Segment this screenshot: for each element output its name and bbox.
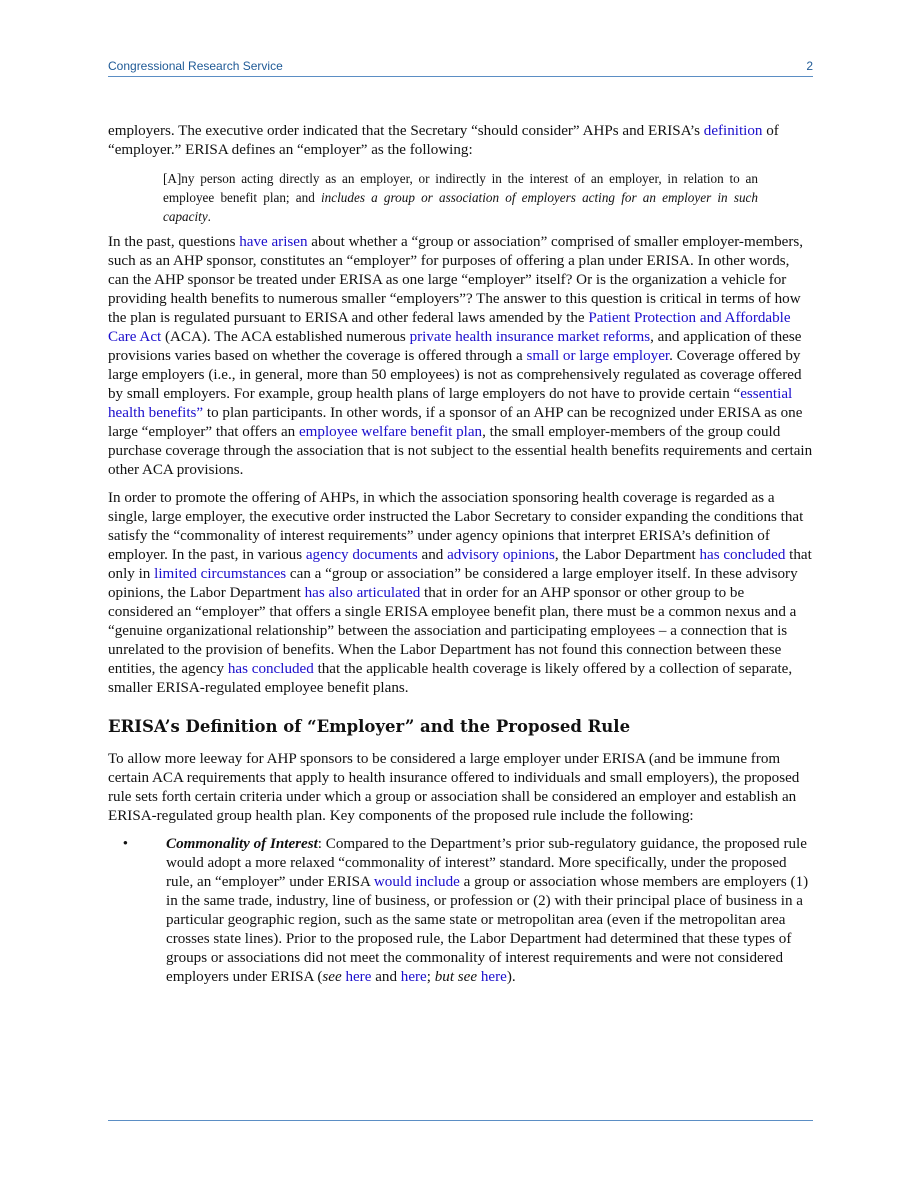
quote-emphasis: includes a group or association of employers acting for an employer in such capacity xyxy=(163,190,758,224)
link-market-reforms[interactable]: private health insurance market reforms xyxy=(409,329,651,345)
but-see-italic: but see xyxy=(434,969,478,985)
link-has-concluded-2[interactable]: has concluded xyxy=(227,661,314,677)
bullet-marker: • xyxy=(122,836,128,852)
link-here-1[interactable]: here xyxy=(345,969,372,985)
running-header xyxy=(108,58,813,76)
link-advisory-opinions[interactable]: advisory opinions xyxy=(447,547,555,563)
footer-rule xyxy=(108,1120,813,1121)
link-has-concluded[interactable]: has concluded xyxy=(699,547,786,563)
link-here-3[interactable]: here xyxy=(480,969,507,985)
section-heading: ERISA’s Definition of “Employer” and the Proposed Rule xyxy=(108,717,631,736)
paragraph-3: In order to promote the offering of AHPs, in which the association sponsoring health coverage is regarded as a single, large employer, the executive order instructed the Labor Secretary to consider expanding the conditions that satisfy the “commonality of interest requirements” under agency opinions that interpret ERISA’s definition of employer. In the past, in various agency documents and advisory opinions, the Labor Department has concluded that only in limited circumstances can a “group or association” be considered a large employer itself. In these advisory opinions, the Labor Department has also articulated that in order for an AHP sponsor or other group to be considered an “employer” that offers a single ERISA employee benefit plan, there must be a common nexus and a “genuine organizational relationship” between the association and participating employees – a connection that is unrelated to the provision of benefits. When the Labor Department has not found this connection between these entities, the agency has concluded that the applicable health coverage is likely offered by a collection of separate, smaller ERISA-regulated employee benefit plans. xyxy=(108,490,812,696)
link-here-2[interactable]: here xyxy=(400,969,427,985)
paragraph-1: employers. The executive order indicated that the Secretary “should consider” AHPs and ERISA’s definition of “employer.” ERISA defines an “employer” as the following: xyxy=(108,123,779,158)
header-rule xyxy=(108,76,813,77)
link-limited-circumstances[interactable]: limited circumstances xyxy=(154,566,287,582)
block-quote: [A]ny person acting directly as an employer, or indirectly in the interest of an employer, in relation to an employee benefit plan; and includes a group or association of employers acting for an employer in such capacity. xyxy=(163,171,758,224)
link-would-include[interactable]: would include xyxy=(373,874,460,890)
link-agency-documents[interactable]: agency documents xyxy=(305,547,418,563)
see-italic: see xyxy=(322,969,342,985)
link-essential-health-benefits[interactable]: essential health benefits” xyxy=(108,386,793,421)
paragraph-2: In the past, questions have arisen about whether a “group or association” comprised of smaller employer-members, such as an AHP sponsor, constitutes an “employer” for purposes of offering a plan under ERISA. In other words, can the AHP sponsor be treated under ERISA as one large “employer” itself? Or is the organization a vehicle for providing health benefits to numerous smaller “employers”? The answer to this question is critical in terms of how the plan is regulated pursuant to ERISA and other federal laws amended by the Patient Protection and Affordable Care Act (ACA). The ACA established numerous private health insurance market reforms, and application of these provisions varies based on whether the coverage is offered through a small or large employer. Coverage offered by large employers (i.e., in general, more than 50 employees) is not as comprehensively regulated as coverage offered by small employers. For example, group health plans of large employers do not have to provide certain “essential health benefits” to plan participants. In other words, if a sponsor of an AHP can be recognized under ERISA as one large “employer” that offers an employee welfare benefit plan, the small employer-members of the group could purchase coverage through the association that is not subject to the essential health benefits requirements and certain other ACA provisions. xyxy=(108,234,813,478)
link-small-or-large-employer[interactable]: small or large employer xyxy=(526,348,670,364)
paragraph-4: To allow more leeway for AHP sponsors to be considered a large employer under ERISA (and be immune from certain ACA requirements that apply to health insurance offered to individuals and small employers), the proposed rule sets forth certain criteria under which a group or association shall be considered an employer and establish an ERISA-regulated group health plan. Key components of the proposed rule include the following: xyxy=(108,751,800,824)
link-ppaca[interactable]: Patient Protection and Affordable Care Act xyxy=(108,310,791,345)
link-definition[interactable]: definition xyxy=(703,123,763,139)
link-have-arisen[interactable]: have arisen xyxy=(239,234,308,250)
header-source: Congressional Research Service xyxy=(108,59,283,73)
link-employee-welfare-benefit-plan[interactable]: employee welfare benefit plan xyxy=(298,424,483,440)
link-has-also-articulated[interactable]: has also articulated xyxy=(304,585,421,601)
page-number: 2 xyxy=(806,59,813,73)
bullet-term: Commonality of Interest xyxy=(166,836,318,852)
document-body xyxy=(108,122,813,987)
bullet-item: • Commonality of Interest: Compared to the Department’s prior sub-regulatory guidance, the proposed rule would adopt a more relaxed “commonality of interest” standard. More specifically, under the proposed rule, an “employer” under ERISA would include a group or association whose members are employers (1) in the same trade, industry, line of business, or profession or (2) with their principal place of business in a particular geographic region, such as the same state or metropolitan area (even if the metropolitan area crosses state lines). Prior to the proposed rule, the Labor Department had determined that these types of groups or associations did not meet the commonality of interest requirements and were not considered employers under ERISA (see here and here; but see here). xyxy=(166,835,813,987)
